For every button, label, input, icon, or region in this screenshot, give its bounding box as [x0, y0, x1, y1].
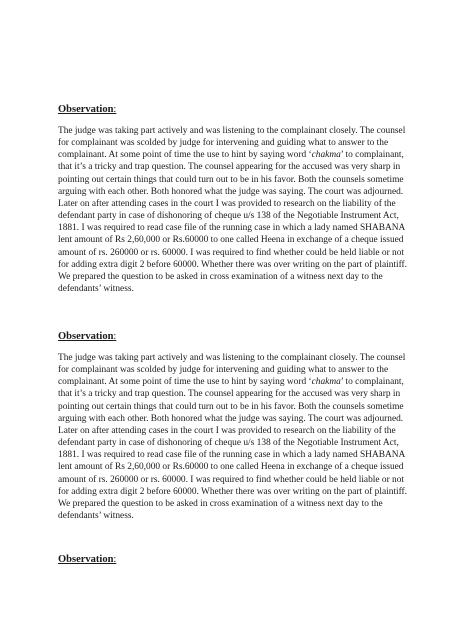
text-line: that it’s a tricky and trap question. The counsel appearing for the accused was very sharp in [58, 389, 401, 400]
text-line [58, 376, 428, 388]
text-line: arguing with each other. Both honored what the judge was saying. The court was adjourned. [58, 186, 404, 197]
text-line: for complainant was scolded by judge for intervening and guiding what to answer to the [58, 365, 389, 376]
text-line: The judge was taking part actively and was listening to the complainant closely. The counsel [58, 353, 406, 363]
text-line: lent amount of Rs 2,60,000 or Rs.60000 to one called Heena in exchange of a cheque issued [58, 462, 404, 473]
section-heading [58, 330, 428, 343]
section-body [58, 352, 428, 522]
text-line: The judge was taking part actively and was listening to the complainant closely. The counsel [58, 126, 406, 136]
text-line: defendants’ witness. [58, 511, 134, 522]
heading-text: Observation [58, 104, 114, 115]
text-line: 1881. I was required to read case file of the running case in which a lady named SHABANA [58, 450, 406, 461]
text-line: for complainant was scolded by judge for intervening and guiding what to answer to the [58, 138, 389, 149]
emphasized-word: chakma [311, 377, 341, 388]
text-line: pointing out certain things that could turn out to be in his favor. Both the counsels sometime [58, 401, 404, 412]
text-line: pointing out certain things that could turn out to be in his favor. Both the counsels sometime [58, 174, 404, 185]
text-line: defendant party in case of dishonoring of cheque u/s 138 of the Negotiable Instrument Act, [58, 438, 399, 449]
text-line: 1881. I was required to read case file of the running case in which a lady named SHABANA [58, 223, 406, 234]
text-line: defendants’ witness. [58, 284, 134, 295]
text-line: for adding extra digit 2 before 60000. Whether there was over writing on the part of plaintiff. [58, 259, 408, 270]
text-line: for adding extra digit 2 before 60000. Whether there was over writing on the part of plaintiff. [58, 486, 408, 497]
observation-section-3 [58, 553, 428, 566]
heading-colon: : [113, 104, 117, 115]
text-line-start: complainant. At some point of time the use to hint by saying word ‘ [58, 377, 312, 388]
text-line: lent amount of Rs 2,60,000 or Rs.60000 to one called Heena in exchange of a cheque issued [58, 235, 404, 246]
section-body [58, 125, 428, 295]
text-line-start: complainant. At some point of time the use to hint by saying word ‘ [58, 150, 312, 161]
text-line: amount of rs. 260000 or rs. 60000. I was required to find whether could be held liable or not [58, 474, 405, 485]
observation-section-1 [58, 103, 428, 295]
heading-text: Observation [58, 554, 114, 565]
text-line-end: ’ to complainant, [340, 150, 404, 161]
heading-colon: : [113, 331, 117, 342]
section-heading [58, 553, 428, 566]
heading-colon: : [113, 554, 117, 565]
text-line-end: ’ to complainant, [340, 377, 404, 388]
heading-text: Observation [58, 331, 114, 342]
section-heading [58, 103, 428, 116]
text-line: arguing with each other. Both honored what the judge was saying. The court was adjourned. [58, 413, 404, 424]
text-line: amount of rs. 260000 or rs. 60000. I was required to find whether could be held liable or not [58, 247, 405, 258]
text-line: that it’s a tricky and trap question. The counsel appearing for the accused was very sharp in [58, 162, 401, 173]
text-line: Later on after attending cases in the court I was provided to research on the liability of the [58, 425, 396, 436]
text-line: We prepared the question to be asked in cross examination of a witness next day to the [58, 271, 383, 282]
text-line: Later on after attending cases in the court I was provided to research on the liability of the [58, 198, 396, 209]
text-line: We prepared the question to be asked in cross examination of a witness next day to the [58, 498, 383, 509]
text-line [58, 149, 428, 161]
observation-section-2 [58, 330, 428, 522]
text-line: defendant party in case of dishonoring of cheque u/s 138 of the Negotiable Instrument Act, [58, 211, 399, 222]
emphasized-word: chakma [311, 150, 341, 161]
